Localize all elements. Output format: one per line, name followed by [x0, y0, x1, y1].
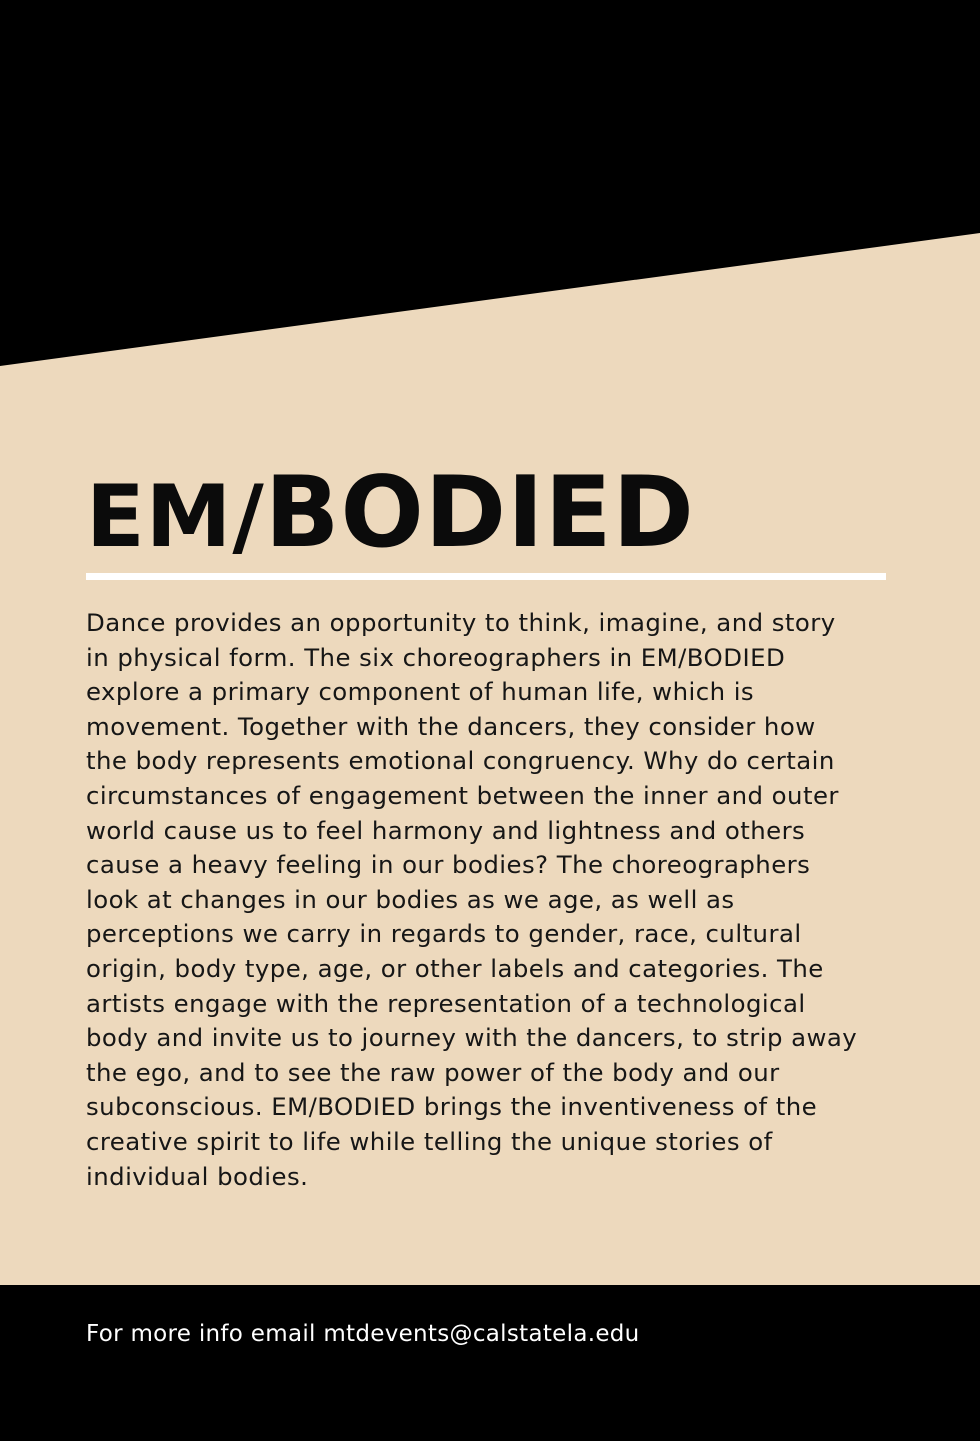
paragraph-line: in physical form. The six choreographers in EM/BODIED	[86, 642, 786, 672]
paragraph-line: cause a heavy feeling in our bodies? The choreographers	[86, 850, 811, 880]
paragraph-line: artists engage with the representation of a technological	[86, 988, 806, 1018]
paragraph-line: Dance provides an opportunity to think, imagine, and story	[86, 608, 836, 637]
paragraph-line: the ego, and to see the raw power of the body and our	[86, 1057, 780, 1087]
title-main: BODIED	[264, 456, 695, 570]
paragraph-line: creative spirit to life while telling the unique stories of	[86, 1126, 773, 1156]
paragraph-line: circumstances of engagement between the inner and outer	[86, 780, 839, 810]
paragraph-line: movement. Together with the dancers, they consider how	[86, 711, 816, 741]
page-title	[86, 458, 695, 572]
paragraph-line: world cause us to feel harmony and lightness and others	[86, 815, 806, 845]
top-black-band	[0, 0, 980, 370]
footer-contact-text: For more info email mtdevents@calstatela.edu	[86, 1321, 640, 1347]
footer-band	[0, 1285, 980, 1441]
paragraph-line: origin, body type, age, or other labels and categories. The	[86, 953, 824, 983]
title-prefix: EM/	[86, 467, 265, 567]
paragraph-line: body and invite us to journey with the dancers, to strip away	[86, 1023, 858, 1053]
paragraph-line: explore a primary component of human life, which is	[86, 677, 755, 707]
paragraph-line: subconscious. EM/BODIED brings the inventiveness of the	[86, 1092, 818, 1122]
description-paragraph	[86, 606, 886, 1194]
paragraph-line: individual bodies.	[86, 1161, 309, 1191]
title-divider	[86, 573, 886, 580]
paragraph-line: the body represents emotional congruency. Why do certain	[86, 746, 835, 776]
paragraph-line: look at changes in our bodies as we age, as well as	[86, 884, 735, 914]
paragraph-line: perceptions we carry in regards to gender, race, cultural	[86, 919, 802, 949]
